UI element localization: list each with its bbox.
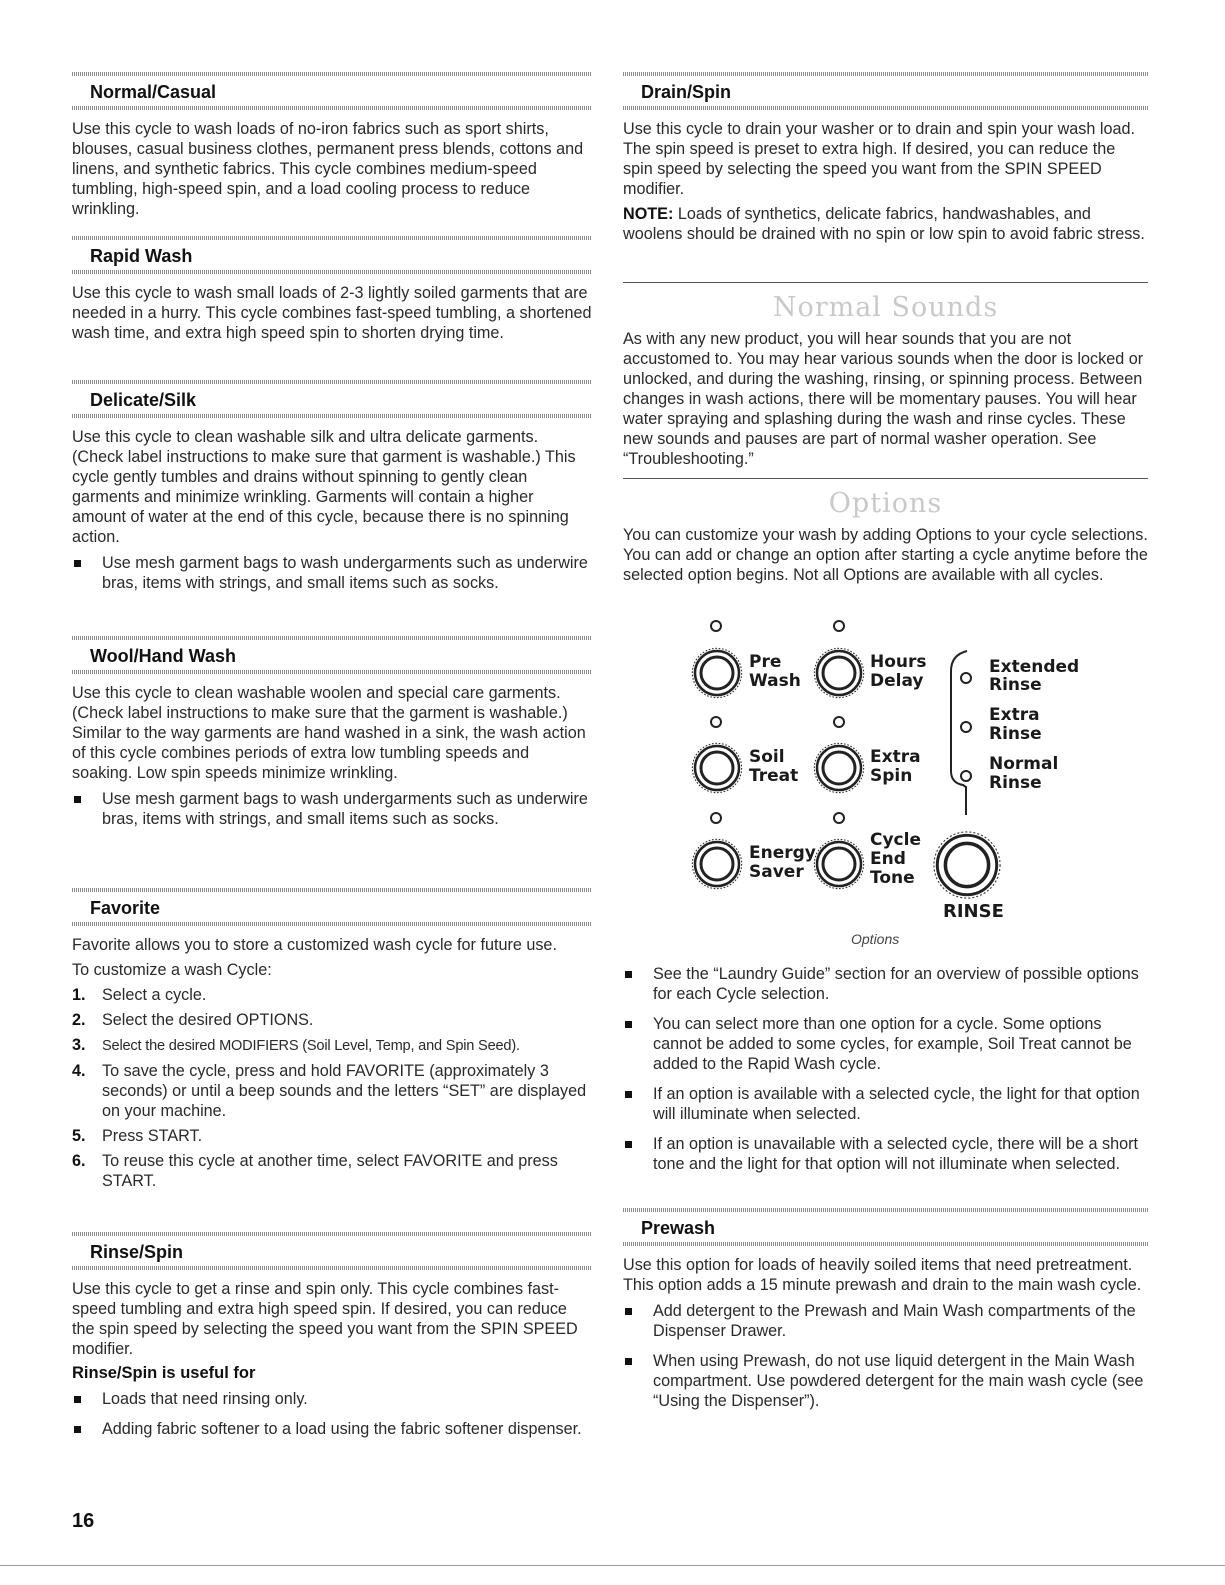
list-item: See the “Laundry Guide” section for an overview of possible options for each Cycle selection. [623, 964, 1148, 1004]
bullet-list [72, 789, 592, 829]
pre-wash-light-icon [711, 621, 721, 631]
figure-caption: Options [851, 931, 900, 947]
bullet-list [72, 553, 592, 593]
section-rapid-wash [72, 236, 592, 348]
section-body: Use this cycle to get a rinse and spin only. This cycle combines fast-speed tumbling and extra high speed spin. If desired, you can reduce the spin speed by selecting the speed you want from the SPIN SPEED modifier. [72, 1280, 578, 1358]
pre-wash-label-1: Pre [749, 652, 782, 672]
section-rule-bottom [623, 1242, 1148, 1246]
energy-saver-button-icon[interactable] [692, 839, 741, 888]
soil-treat-label-2: Treat [749, 766, 799, 786]
pre-wash-label-2: Wash [749, 671, 801, 691]
energy-saver-label-1: Energy [749, 843, 816, 863]
section-body: Use this cycle to wash loads of no-iron fabrics such as sport shirts, blouses, casual business clothes, permanent press blends, cottons and linens, and synthetic fabrics. This cycle combines medium-speed tumbling, high-speed spin, and a load cooling process to reduce wrinkling. [72, 120, 584, 218]
section-body: Use this cycle to drain your washer or to drain and spin your wash load. The spin speed is preset to extra high. If desired, you can reduce the spin speed by selecting the speed you want from the SPIN SPEED modifier. [623, 120, 1135, 198]
list-item: Add detergent to the Prewash and Main Wash compartments of the Dispenser Drawer. [623, 1301, 1148, 1341]
list-item: When using Prewash, do not use liquid detergent in the Main Wash compartment. Use powdered detergent for the main wash cycle (see “Using the Dispenser”). [623, 1351, 1148, 1411]
list-item: Use mesh garment bags to wash undergarments such as underwire bras, items with strings, and small items such as socks. [72, 789, 592, 829]
section-rule-bottom [72, 670, 592, 674]
step-number: 2. [72, 1011, 86, 1029]
section-heading: Normal/Casual [90, 82, 217, 102]
step-text: To save the cycle, press and hold FAVORITE (approximately 3 seconds) or until a beep sounds and the letters “SET” are displayed on your machine. [102, 1062, 587, 1120]
hours-delay-label-1: Hours [870, 652, 927, 672]
list-item: Adding fabric softener to a load using the fabric softener dispenser. [72, 1419, 592, 1439]
step-text: Select a cycle. [102, 986, 207, 1004]
section-body: Use this cycle to clean washable silk and ultra delicate garments. (Check label instructions to make sure that garment is washable.) This cycle gently tumbles and drains without spinning to gently clean garments and minimize wrinkling. Garments will contain a higher amount of water at the end of this cycle, because there is no spinning action. [72, 428, 576, 546]
section-body: Favorite allows you to store a customized wash cycle for future use. [72, 936, 557, 954]
soil-treat-light-icon [711, 717, 721, 727]
section-heading: Wool/Hand Wash [90, 646, 236, 666]
extra-spin-label-1: Extra [870, 747, 921, 767]
list-item: If an option is available with a selected cycle, the light for that option will illuminate when selected. [623, 1084, 1148, 1124]
section-delicate-silk [72, 380, 592, 603]
divider [623, 478, 1148, 479]
section-body-intro: To customize a wash Cycle: [72, 961, 272, 979]
list-item: Loads that need rinsing only. [72, 1389, 592, 1409]
section-rule-bottom [72, 414, 592, 418]
section-rule-bottom [72, 1266, 592, 1270]
cycle-end-tone-label-1: Cycle [870, 830, 921, 850]
cycle-end-tone-button-icon[interactable] [814, 839, 863, 888]
extra-spin-label-2: Spin [870, 766, 913, 786]
step-number: 4. [72, 1062, 86, 1080]
extra-spin-button-icon[interactable] [814, 743, 863, 792]
extended-rinse-light-icon [961, 673, 971, 683]
step-number: 6. [72, 1152, 86, 1170]
section-rule-bottom [623, 106, 1148, 110]
section-heading: Rinse/Spin [90, 1242, 184, 1262]
options-bullets [623, 964, 1148, 1184]
section-title: Options [828, 488, 943, 519]
list-item [72, 1126, 592, 1146]
rinse-label: RINSE [943, 901, 1004, 922]
extra-rinse-label-1: Extra [989, 705, 1040, 725]
hours-delay-label-2: Delay [870, 671, 924, 691]
section-heading: Delicate/Silk [90, 390, 197, 410]
list-item [72, 985, 592, 1005]
section-heading: Drain/Spin [641, 82, 732, 102]
list-item: If an option is unavailable with a selected cycle, there will be a short tone and the light for that option will not illuminate when selected. [623, 1134, 1148, 1174]
section-body: Use this cycle to wash small loads of 2-3 lightly soiled garments that are needed in a hurry. This cycle combines fast-speed tumbling, a shortened wash time, and extra high speed spin to shorten drying time. [72, 284, 592, 342]
step-number: 5. [72, 1127, 86, 1145]
step-text: To reuse this cycle at another time, select FAVORITE and press START. [102, 1152, 558, 1190]
bullet-list [623, 964, 1148, 1174]
section-body: Use this cycle to clean washable woolen and special care garments. (Check label instructions to make sure that the garment is washable.) Similar to the way garments are hand washed in a sink, the wash action of this cycle combines periods of extra low tumbling speeds and soaking. Low spin speeds minimize wrinkling. [72, 684, 586, 782]
section-wool-hand-wash [72, 636, 592, 839]
step-number: 3. [72, 1036, 86, 1054]
extended-rinse-label-2: Rinse [989, 675, 1042, 695]
list-item [72, 1061, 592, 1121]
note-text: Loads of synthetics, delicate fabrics, handwashables, and woolens should be drained with no spin or low spin to avoid fabric stress. [623, 205, 1145, 243]
pre-wash-button-icon[interactable] [692, 648, 741, 697]
step-text: Select the desired MODIFIERS (Soil Level, Temp, and Spin Seed). [102, 1038, 520, 1054]
section-rinse-spin [72, 1232, 592, 1449]
section-heading: Rapid Wash [90, 246, 193, 266]
normal-rinse-light-icon [961, 771, 971, 781]
rinse-button-icon[interactable] [934, 832, 1000, 898]
page-number: 16 [72, 1510, 95, 1532]
section-rule-bottom [72, 922, 592, 926]
hours-delay-light-icon [834, 621, 844, 631]
note-label: NOTE: [623, 205, 674, 223]
normal-rinse-label-2: Rinse [989, 773, 1042, 793]
step-text: Select the desired OPTIONS. [102, 1011, 314, 1029]
step-number: 1. [72, 986, 86, 1004]
cycle-end-tone-label-2: End [870, 849, 906, 869]
section-body: As with any new product, you will hear sounds that you are not accustomed to. You may hear various sounds when the door is locked or unlocked, and during the washing, rinsing, or spinning process. Between changes in wash actions, there will be momentary pauses. You will hear water spraying and splashing during the wash and rinse cycles. These new sounds and pauses are part of normal washer operation. See “Troubleshooting.” [623, 330, 1144, 468]
cycle-end-tone-label-3: Tone [870, 868, 915, 888]
energy-saver-label-2: Saver [749, 862, 804, 882]
section-normal-casual [72, 72, 592, 224]
section-options [623, 478, 1148, 590]
note-paragraph [623, 204, 1148, 244]
extra-rinse-light-icon [961, 722, 971, 732]
section-favorite [72, 888, 592, 1196]
step-text: Press START. [102, 1127, 203, 1145]
options-panel-illustration [673, 615, 1143, 933]
section-title: Normal Sounds [772, 292, 999, 323]
section-drain-spin [623, 72, 1148, 249]
section-subheading: Rinse/Spin is useful for [72, 1364, 256, 1382]
bullet-list [72, 1389, 592, 1439]
section-heading: Prewash [641, 1218, 716, 1238]
hours-delay-button-icon[interactable] [814, 648, 863, 697]
section-rule-bottom [72, 270, 592, 274]
soil-treat-button-icon[interactable] [692, 743, 741, 792]
list-item [72, 1035, 592, 1056]
extra-spin-light-icon [834, 717, 844, 727]
section-rule-bottom [72, 106, 592, 110]
page-bottom-divider [0, 1565, 1225, 1566]
divider [623, 282, 1148, 283]
bullet-list [623, 1301, 1148, 1411]
list-item: You can select more than one option for a cycle. Some options cannot be added to some cycles, for example, Soil Treat cannot be added to the Rapid Wash cycle. [623, 1014, 1148, 1074]
cycle-end-tone-light-icon [834, 813, 844, 823]
step-list [72, 985, 592, 1191]
list-item [72, 1151, 592, 1191]
energy-saver-light-icon [711, 813, 721, 823]
section-prewash [623, 1208, 1148, 1421]
section-normal-sounds [623, 282, 1148, 474]
extended-rinse-label-1: Extended [989, 657, 1080, 677]
soil-treat-label-1: Soil [749, 747, 785, 767]
section-heading: Favorite [90, 898, 161, 918]
extra-rinse-label-2: Rinse [989, 724, 1042, 744]
list-item [72, 1010, 592, 1030]
list-item: Use mesh garment bags to wash undergarments such as underwire bras, items with strings, and small items such as socks. [72, 553, 592, 593]
normal-rinse-label-1: Normal [989, 754, 1059, 774]
section-body: Use this option for loads of heavily soiled items that need pretreatment. This option adds a 15 minute prewash and drain to the main wash cycle. [623, 1256, 1142, 1294]
section-body: You can customize your wash by adding Options to your cycle selections. You can add or change an option after starting a cycle anytime before the selected option begins. Not all Options are available with all cycles. [623, 526, 1148, 584]
